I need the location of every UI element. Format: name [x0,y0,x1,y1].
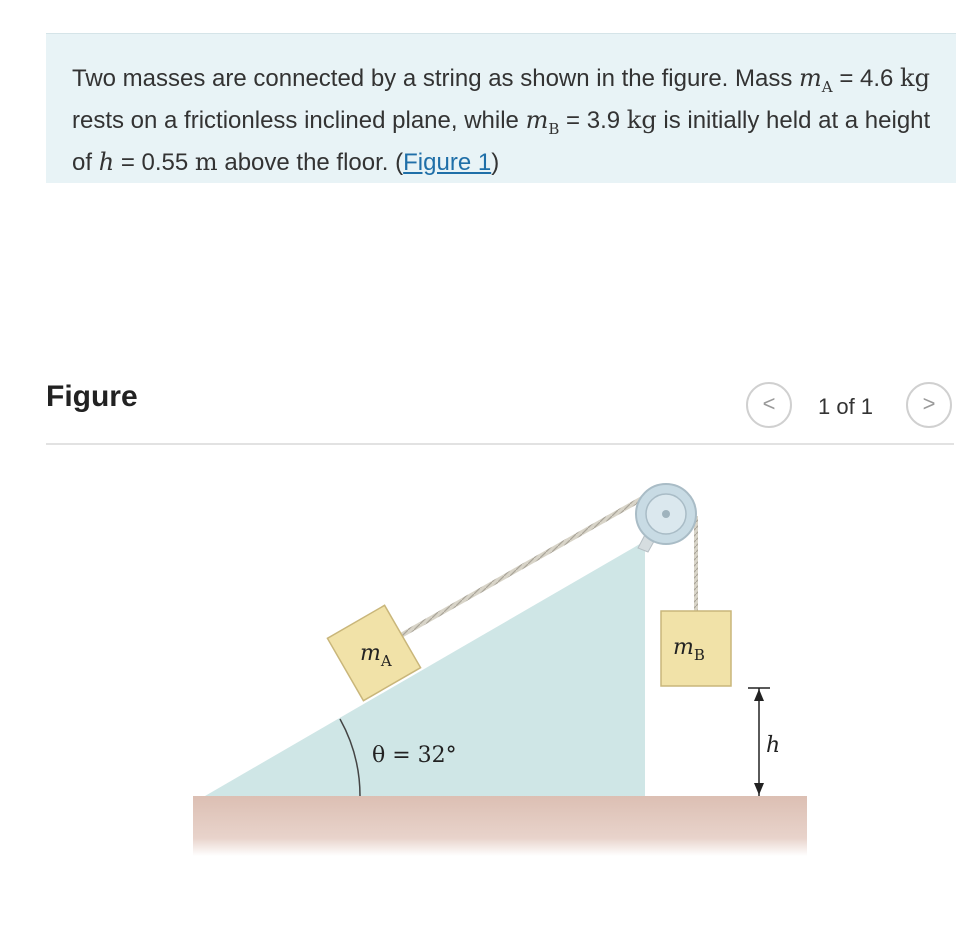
floor [193,796,807,856]
block-a-label: $m_A$ [360,641,392,670]
mass-a-symbol: $m_A$ [799,64,833,96]
mass-a-value: 4.6 [860,65,894,92]
chevron-right-icon: > [922,391,936,416]
chevron-left-icon: < [762,391,776,416]
height-value: 0.55 [141,148,189,176]
mass-b-symbol: $m_B$ [525,105,560,138]
mass-b-value: 3.9 [586,106,621,134]
height-arrow-top [754,689,764,701]
intro-text: Two masses are connected by a string as shown in the figure. Mass [72,65,793,92]
figure-heading: Figure [46,380,138,413]
pulley-axle [662,510,670,518]
block-b-label: $m_B$ [673,635,705,664]
angle-label: θ = 32° [372,743,457,768]
figure-1-link[interactable]: Figure 1 [403,148,492,176]
height-label: h [766,733,781,758]
page-indicator: 1 of 1 [818,394,874,419]
problem-text: Two masses are connected by a string as shown in the figure. Mass $m_A = 4.6$ kg rests on a frictionless inclined plane, while $m_B = 3.9$ kg is initially held at a height of h = 0.55 m above the floor. (Figure 1) [72,64,931,176]
height-symbol: h [98,147,115,176]
height-arrow-bottom [754,783,764,795]
